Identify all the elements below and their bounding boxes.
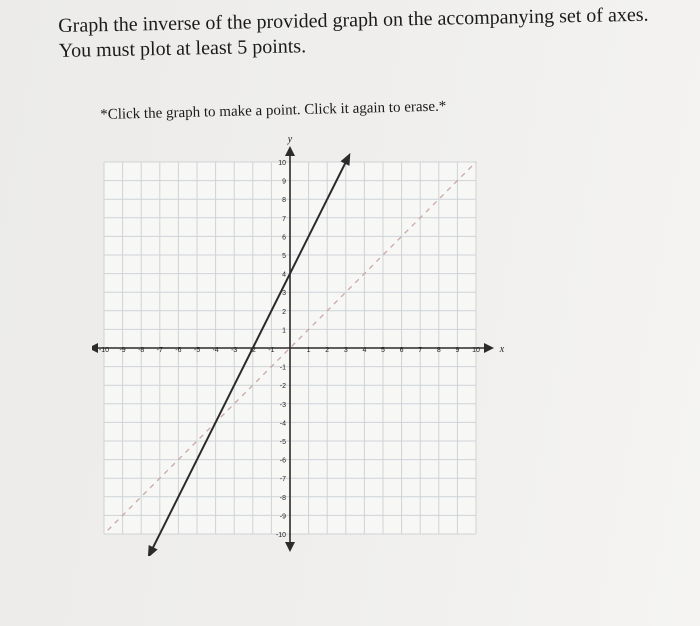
x-tick-label: -9: [119, 347, 126, 354]
x-axis-left-arrow-icon: [92, 343, 98, 353]
coordinate-plane[interactable]: [92, 136, 512, 556]
x-tick-label: -2: [249, 347, 256, 354]
y-tick-label: -6: [279, 457, 286, 465]
question-line-2: You must plot at least 5 points.: [58, 35, 307, 62]
y-axis-down-arrow-icon: [285, 542, 295, 552]
y-tick-label: 8: [282, 197, 286, 205]
x-tick-label: -1: [268, 347, 275, 354]
x-tick-label: 9: [455, 347, 460, 354]
x-tick-label: -7: [156, 347, 163, 354]
y-axis-up-arrow-icon: [285, 146, 295, 156]
y-tick-label: -7: [279, 476, 286, 484]
y-tick-label: -3: [279, 401, 286, 409]
x-tick-label: 1: [306, 347, 311, 354]
x-tick-label: 2: [325, 347, 330, 354]
y-tick-label: 2: [282, 308, 286, 316]
instruction-text: *Click the graph to make a point. Click it again to erase.*: [100, 98, 447, 123]
y-tick-label: -2: [279, 383, 286, 391]
graph-area[interactable]: [92, 136, 512, 556]
y-tick-label: -1: [279, 364, 286, 372]
x-tick-label: -6: [175, 347, 182, 354]
x-tick-label: -10: [98, 347, 110, 354]
x-tick-label: 10: [472, 347, 480, 354]
y-tick-label: 7: [282, 215, 286, 223]
y-tick-label: 6: [282, 234, 286, 242]
y-tick-label: 5: [282, 253, 286, 260]
x-tick-label: 7: [418, 347, 423, 354]
y-tick-label: -4: [279, 420, 286, 428]
x-tick-label: -3: [231, 347, 238, 354]
x-tick-label: 8: [436, 347, 441, 354]
y-tick-label: -9: [279, 513, 286, 521]
question-text: [58, 2, 689, 64]
x-tick-label: 6: [399, 347, 404, 354]
y-tick-label: -8: [279, 494, 286, 502]
x-tick-label: -8: [138, 347, 145, 354]
y-tick-label: 9: [282, 178, 286, 186]
y-tick-label: -10: [275, 532, 286, 539]
y-tick-label: 3: [282, 290, 286, 298]
x-axis-label: x: [499, 344, 505, 355]
x-tick-label: 4: [362, 347, 367, 354]
y-tick-label: 10: [278, 160, 286, 167]
y-tick-label: 1: [282, 327, 286, 335]
y-axis-label: y: [287, 136, 293, 145]
x-tick-label: 3: [343, 347, 348, 354]
x-tick-label: 5: [381, 347, 385, 354]
x-tick-label: -4: [212, 347, 219, 354]
x-axis-right-arrow-icon: [484, 343, 494, 353]
question-line-1: Graph the inverse of the provided graph on the accompanying set of axes.: [58, 3, 649, 37]
y-tick-label: -5: [279, 439, 286, 446]
y-tick-label: 4: [282, 271, 286, 279]
x-tick-label: -5: [193, 347, 201, 354]
